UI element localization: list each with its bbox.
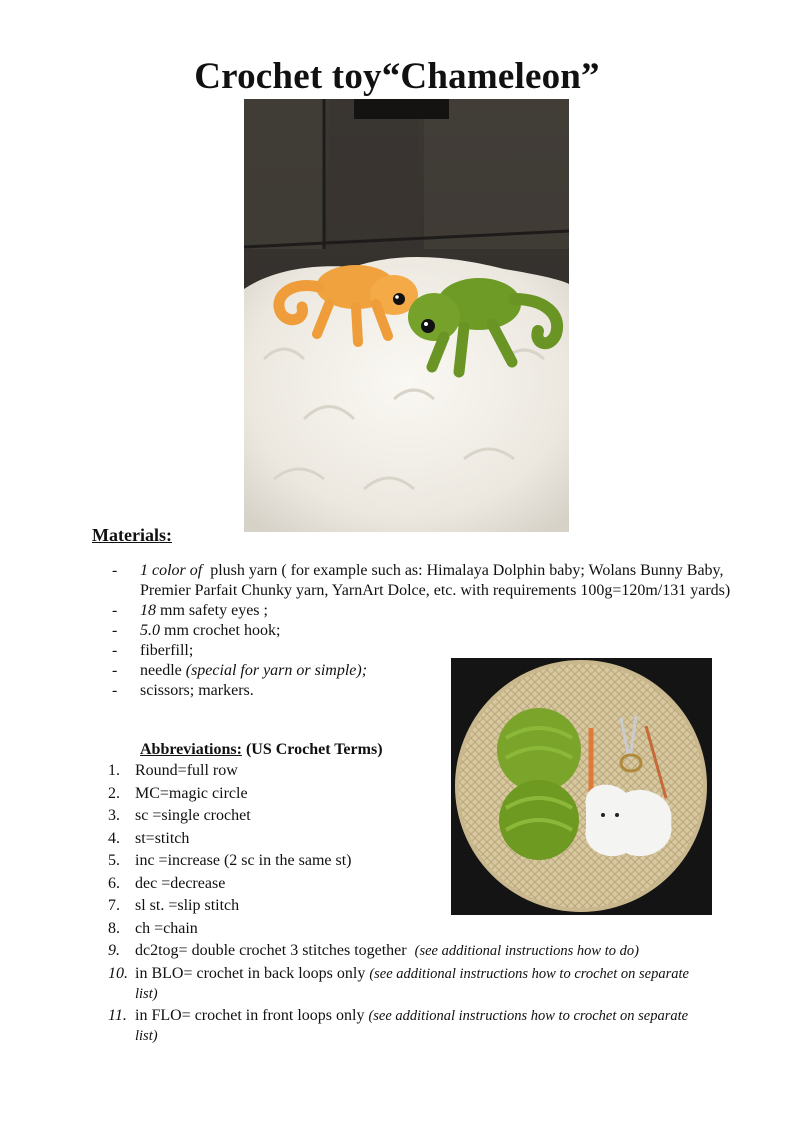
list-item xyxy=(112,601,752,621)
item-text: Round=full row xyxy=(135,762,238,779)
item-text: sl st. =slip stitch xyxy=(135,897,240,914)
abbreviations-heading-suffix: (US Crochet Terms) xyxy=(241,741,383,758)
abbreviations-list xyxy=(108,761,708,1049)
item-text: sc =single crochet xyxy=(135,807,251,824)
list-bullet: - xyxy=(112,622,118,639)
material-amount: 1 color of xyxy=(140,562,203,579)
item-note: (see additional instructions how to crochet on separate list) xyxy=(135,1008,689,1044)
item-number: 7. xyxy=(108,897,120,914)
materials-heading: Materials: xyxy=(92,525,172,545)
list-bullet: - xyxy=(112,562,118,579)
item-note: (see additional instructions how to crochet on separate list) xyxy=(135,965,689,1002)
material-amount: 18 xyxy=(140,602,156,619)
page-title: Crochet toy“Chameleon” xyxy=(194,56,600,97)
item-number: 9. xyxy=(108,942,120,959)
list-item xyxy=(108,1006,708,1046)
chameleon-photo xyxy=(244,99,569,532)
item-number: 6. xyxy=(108,874,120,892)
material-text: mm safety eyes ; xyxy=(156,602,268,619)
item-text: dc2tog= double crochet 3 stitches together xyxy=(135,942,407,959)
abbreviations-heading xyxy=(140,741,383,759)
abbreviations-heading-label: Abbreviations: xyxy=(140,741,242,758)
list-bullet: - xyxy=(112,682,118,699)
list-item xyxy=(112,561,752,601)
item-number: 10. xyxy=(108,964,128,982)
item-text: in BLO= crochet in back loops only xyxy=(135,964,366,982)
item-text: MC=magic circle xyxy=(135,784,248,802)
list-item xyxy=(108,761,708,781)
item-number: 2. xyxy=(108,784,120,802)
list-bullet: - xyxy=(112,662,118,679)
item-number: 4. xyxy=(108,829,120,847)
material-text: scissors; markers. xyxy=(140,682,254,699)
list-item xyxy=(108,874,708,894)
item-number: 5. xyxy=(108,852,120,869)
list-bullet: - xyxy=(112,602,118,619)
material-text: plush yarn ( for example such as: Himalaya Dolphin baby; Wolans Bunny Baby, Premier Parfait Chunky yarn, YarnArt Dolce, etc. with requirements 100g=120m/131 yards) xyxy=(140,562,731,599)
item-text: ch =chain xyxy=(135,919,198,937)
list-item xyxy=(108,919,708,939)
item-text: dec =decrease xyxy=(135,874,226,892)
item-text: in FLO= crochet in front loops only xyxy=(135,1007,365,1024)
list-item xyxy=(108,941,708,961)
item-note: (see additional instructions how to do) xyxy=(414,943,639,959)
material-text: mm crochet hook; xyxy=(160,622,281,639)
material-note: (special for yarn or simple); xyxy=(185,662,368,679)
item-number: 1. xyxy=(108,762,120,779)
item-number: 3. xyxy=(108,807,120,824)
item-text: inc =increase (2 sc in the same st) xyxy=(135,852,352,869)
list-item xyxy=(108,964,708,1004)
list-item xyxy=(108,784,708,804)
item-number: 8. xyxy=(108,919,120,937)
list-bullet: - xyxy=(112,642,118,659)
item-text: st=stitch xyxy=(135,829,190,847)
material-text: needle xyxy=(140,662,186,679)
list-item xyxy=(108,896,708,916)
list-item xyxy=(112,621,752,641)
item-number: 11. xyxy=(108,1007,127,1024)
material-text: fiberfill; xyxy=(140,642,194,659)
list-item xyxy=(108,806,708,826)
list-item xyxy=(108,829,708,849)
material-amount: 5.0 xyxy=(140,622,160,639)
list-item xyxy=(108,851,708,871)
